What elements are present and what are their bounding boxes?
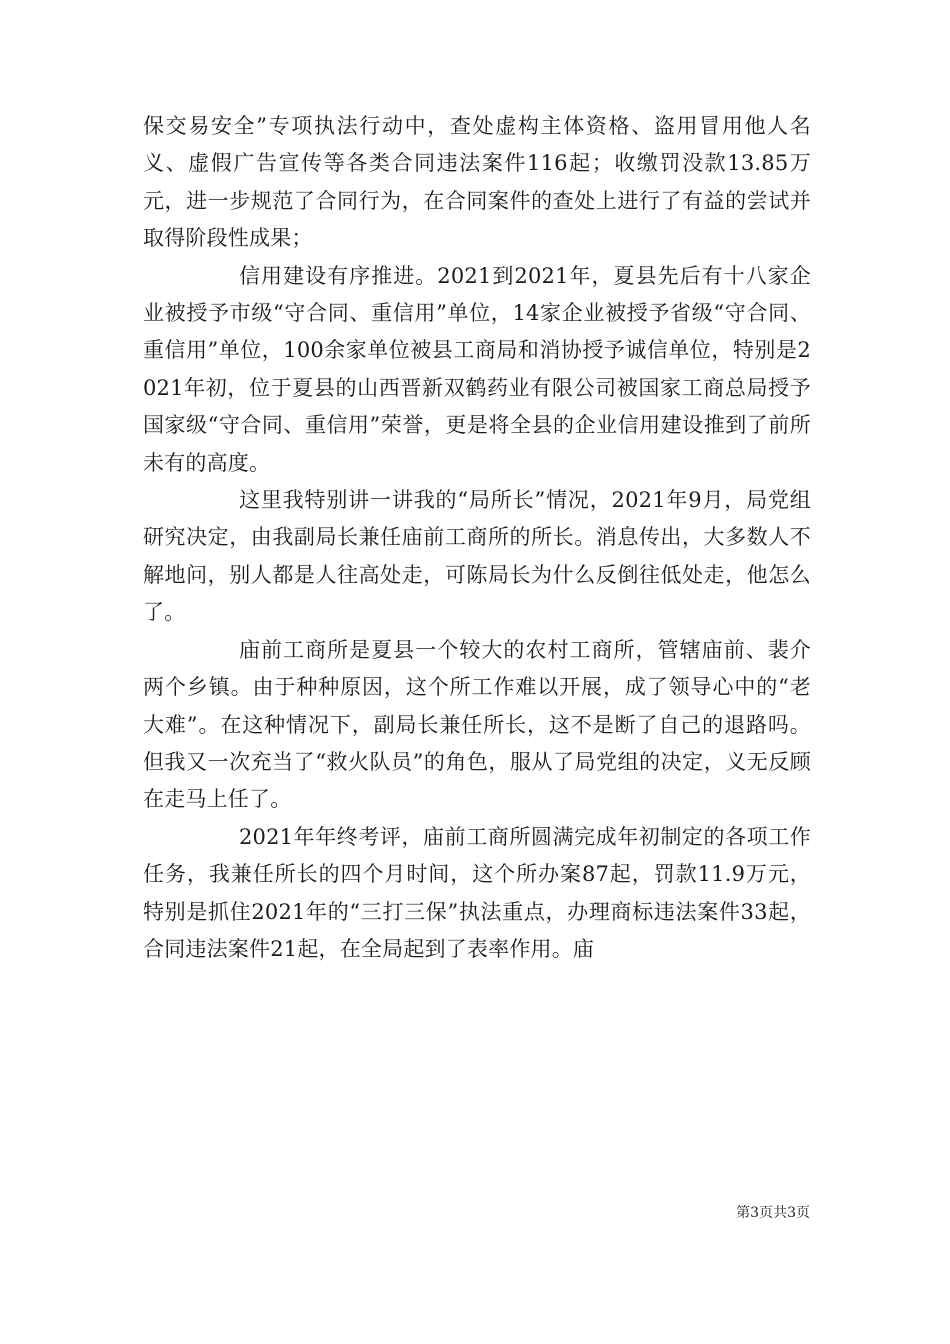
paragraph-1: 保交易安全”专项执法行动中，查处虚构主体资格、盗用冒用他人名义、虚假广告宣传等各类合同违法案件116起；收缴罚没款13.85万元，进一步规范了合同行为，在合同案件的查处上进行了有益的尝试并取得阶段性成果； bbox=[143, 114, 811, 251]
paragraph-2: 信用建设有序推进。2021到2021年，夏县先后有十八家企业被授予市级“守合同、重信用”单位，14家企业被授予省级“守合同、重信用”单位，100余家单位被县工商局和消协授予诚信单位，特别是2021年初，位于夏县的山西晋新双鹤药业有限公司被国家工商总局授予国家级“守合同、重信用”荣誉，更是将全县的企业信用建设推到了前所未有的高度。 bbox=[143, 263, 811, 475]
paragraph-4: 庙前工商所是夏县一个较大的农村工商所，管辖庙前、裴介两个乡镇。由于种种原因，这个所工作难以开展，成了领导心中的“老大难”。在这种情况下，副局长兼任所长，这不是断了自己的退路吗。但我又一次充当了“救火队员”的角色，服从了局党组的决定，义无反顾在走马上任了。 bbox=[143, 637, 811, 812]
document-body bbox=[143, 108, 811, 968]
paragraph-5: 2021年年终考评，庙前工商所圆满完成年初制定的各项工作任务，我兼任所长的四个月时间，这个所办案87起，罚款11.9万元，特别是抓住2021年的“三打三保”执法重点，办理商标违法案件33起，合同违法案件21起，在全局起到了表率作用。庙 bbox=[143, 824, 811, 961]
page-number-footer: 第3页共3页 bbox=[736, 1205, 810, 1221]
paragraph-3: 这里我特别讲一讲我的“局所长”情况，2021年9月，局党组研究决定，由我副局长兼任庙前工商所的所长。消息传出，大多数人不解地问，别人都是人往高处走，可陈局长为什么反倒往低处走，他怎么了。 bbox=[143, 488, 811, 625]
